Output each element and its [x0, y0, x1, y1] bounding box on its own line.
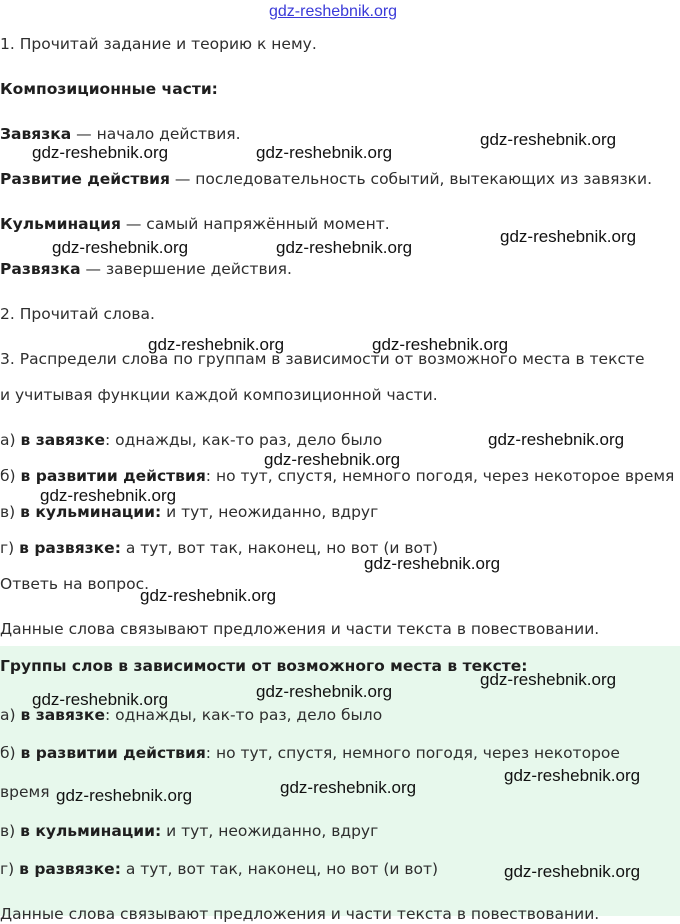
term: Развязка: [0, 260, 81, 278]
theory-part-4: [0, 259, 292, 279]
group-prefix: а): [0, 706, 21, 724]
group-sep: :: [104, 706, 116, 724]
group-words: но тут, спустя, немного погодя, через некоторое время: [215, 467, 675, 485]
theory-heading: [0, 79, 218, 99]
theory-part-2: [0, 169, 652, 189]
watermark: gdz-reshebnik.org: [32, 143, 169, 162]
group-title: в кульминации:: [20, 822, 162, 840]
term: Развитие действия: [0, 170, 170, 188]
task-3-line-2: и учитывая функции каждой композиционной части.: [0, 386, 438, 404]
definition: — самый напряжённый момент.: [120, 215, 390, 233]
task-3-line-1: 3. Распредели слова по группам в зависимости от возможного места в тексте: [0, 350, 645, 368]
group-words: время: [0, 783, 50, 801]
statement: Данные слова связывают предложения и части текста в повествовании.: [0, 620, 600, 638]
watermark: gdz-reshebnik.org: [500, 227, 637, 246]
answer-group-d: [0, 859, 438, 879]
theory-part-1: [0, 124, 241, 144]
watermark: gdz-reshebnik.org: [264, 450, 401, 469]
group-b: [0, 466, 674, 486]
group-title: в завязке: [20, 431, 105, 449]
answer-group-b-cont: [0, 782, 50, 802]
watermark: gdz-reshebnik.org: [148, 335, 285, 354]
watermark: gdz-reshebnik.org: [364, 554, 501, 573]
answer-statement: Данные слова связывают предложения и части текста в повествовании.: [0, 905, 600, 923]
group-words: а тут, вот так, наконец, но вот (и вот): [125, 539, 439, 557]
group-prefix: в): [0, 822, 21, 840]
watermark: gdz-reshebnik.org: [480, 130, 617, 149]
group-c: [0, 502, 378, 522]
group-prefix: б): [0, 467, 21, 485]
answer-heading-text: Группы слов в зависимости от возможного места в тексте:: [0, 657, 528, 675]
answer-group-b: [0, 743, 620, 763]
watermark: gdz-reshebnik.org: [56, 786, 193, 805]
task-1: 1. Прочитай задание и теорию к нему.: [0, 35, 317, 53]
watermark: gdz-reshebnik.org: [32, 690, 169, 709]
watermark: gdz-reshebnik.org: [372, 335, 509, 354]
group-prefix: г): [0, 539, 20, 557]
answer-group-c: [0, 821, 378, 841]
definition: — последовательность событий, вытекающих из завязки.: [169, 170, 653, 188]
group-words: и тут, неожиданно, вдруг: [166, 503, 379, 521]
watermark: gdz-reshebnik.org: [140, 586, 277, 605]
question: Ответь на вопрос.: [0, 575, 150, 593]
group-sep: :: [205, 744, 216, 762]
group-title: в кульминации:: [20, 503, 162, 521]
theory-heading-text: Композиционные части:: [0, 80, 218, 98]
group-prefix: б): [0, 744, 21, 762]
theory-part-3: [0, 214, 390, 234]
group-words: но тут, спустя, немного погодя, через некоторое: [215, 744, 620, 762]
watermark: gdz-reshebnik.org: [488, 430, 625, 449]
watermark: gdz-reshebnik.org: [504, 766, 641, 785]
group-title: в завязке: [20, 706, 105, 724]
watermark: gdz-reshebnik.org: [504, 862, 641, 881]
group-prefix: а): [0, 431, 21, 449]
group-title: в развязке:: [19, 539, 121, 557]
term: Завязка: [0, 125, 72, 143]
group-a: [0, 430, 382, 450]
watermark: gdz-reshebnik.org: [480, 670, 617, 689]
watermark: gdz-reshebnik.org: [280, 778, 417, 797]
definition: — завершение действия.: [80, 260, 292, 278]
group-sep: :: [104, 431, 116, 449]
group-sep: :: [205, 467, 216, 485]
watermark: gdz-reshebnik.org: [276, 238, 413, 257]
answer-heading: [0, 656, 527, 676]
group-title: в развитии действия: [20, 467, 206, 485]
group-prefix: г): [0, 860, 20, 878]
watermark: gdz-reshebnik.org: [40, 486, 177, 505]
group-words: однажды, как-то раз, дело было: [115, 431, 383, 449]
group-title: в развитии действия: [20, 744, 206, 762]
term: Кульминация: [0, 215, 121, 233]
group-words: а тут, вот так, наконец, но вот (и вот): [125, 860, 439, 878]
task-2: 2. Прочитай слова.: [0, 305, 155, 323]
watermark: gdz-reshebnik.org: [256, 143, 393, 162]
watermark: gdz-reshebnik.org: [256, 682, 393, 701]
group-prefix: в): [0, 503, 21, 521]
site-link[interactable]: gdz-reshebnik.org: [269, 3, 398, 20]
definition: — начало действия.: [71, 125, 241, 143]
group-words: и тут, неожиданно, вдруг: [166, 822, 379, 840]
group-title: в развязке:: [19, 860, 121, 878]
group-words: однажды, как-то раз, дело было: [115, 706, 383, 724]
watermark: gdz-reshebnik.org: [52, 238, 189, 257]
